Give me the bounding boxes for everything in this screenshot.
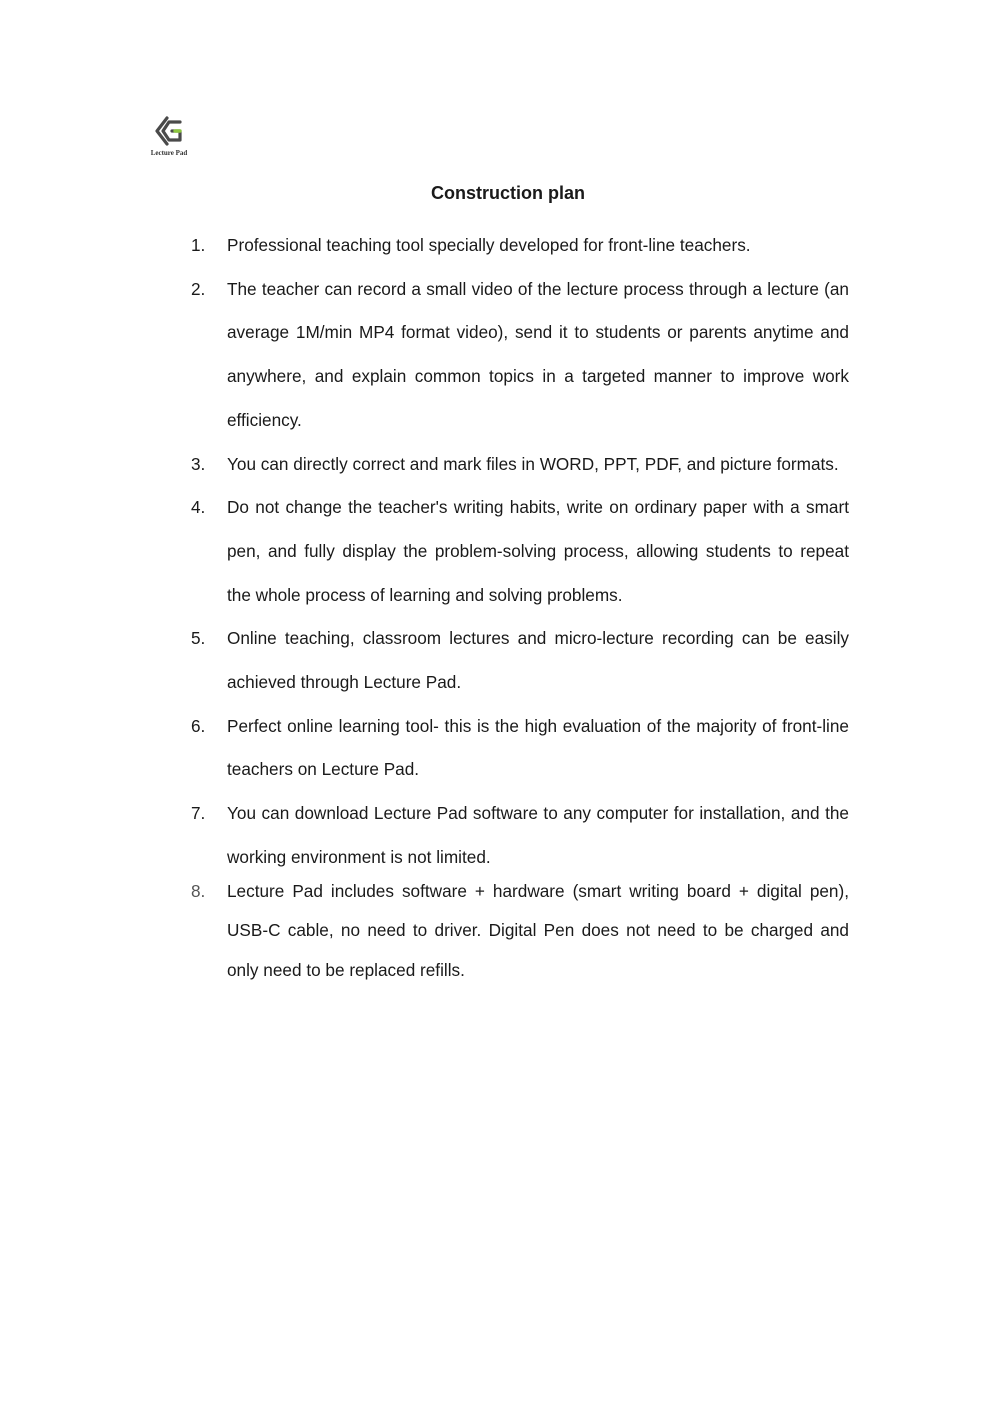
list-item-number: 7. <box>191 803 206 824</box>
lecture-pad-logo <box>146 116 192 162</box>
list-item-number: 5. <box>191 628 206 649</box>
list-item <box>191 617 849 704</box>
list-item-number: 6. <box>191 715 206 736</box>
list-item-text: Lecture Pad includes software + hardware (smart writing board + digital pen), USB-C cable, no need to driver. Digital Pen does not need to be charged and only need to be replaced refills. <box>227 880 849 980</box>
list-item <box>191 705 849 792</box>
construction-plan-list <box>191 224 849 990</box>
list-item-text: You can download Lecture Pad software to any computer for installation, and the working environment is not limited. <box>227 803 849 867</box>
list-item <box>191 486 849 617</box>
list-item <box>191 268 849 443</box>
list-item-text: Do not change the teacher's writing habits, write on ordinary paper with a smart pen, and fully display the problem-solving process, allowing students to repeat the whole process of learning and solving problems. <box>227 497 849 605</box>
list-item-number: 8. <box>191 880 206 901</box>
list-item-number: 1. <box>191 235 206 255</box>
lecture-pad-logo-icon <box>153 116 185 146</box>
list-item-text: Perfect online learning tool- this is the high evaluation of the majority of front-line teachers on Lecture Pad. <box>227 715 849 780</box>
list-item-number: 4. <box>191 497 206 518</box>
list-item-text: Professional teaching tool specially developed for front-line teachers. <box>227 235 751 255</box>
list-item <box>191 872 849 991</box>
logo-text: Lecture Pad <box>150 149 188 157</box>
list-item-number: 3. <box>191 453 206 474</box>
list-item <box>191 792 849 879</box>
list-item-text: Online teaching, classroom lectures and micro-lecture recording can be easily achieved through Lecture Pad. <box>227 628 849 693</box>
list-item <box>191 224 849 268</box>
page-title: Construction plan <box>431 183 585 203</box>
list-item-text: You can directly correct and mark files in WORD, PPT, PDF, and picture formats. <box>227 453 839 474</box>
list-item <box>191 443 849 487</box>
list-item-text: The teacher can record a small video of the lecture process through a lecture (an average 1M/min MP4 format video), send it to students or parents anytime and anywhere, and explain common topics in a targeted manner to improve work efficiency. <box>227 278 849 430</box>
list-item-number: 2. <box>191 278 206 299</box>
